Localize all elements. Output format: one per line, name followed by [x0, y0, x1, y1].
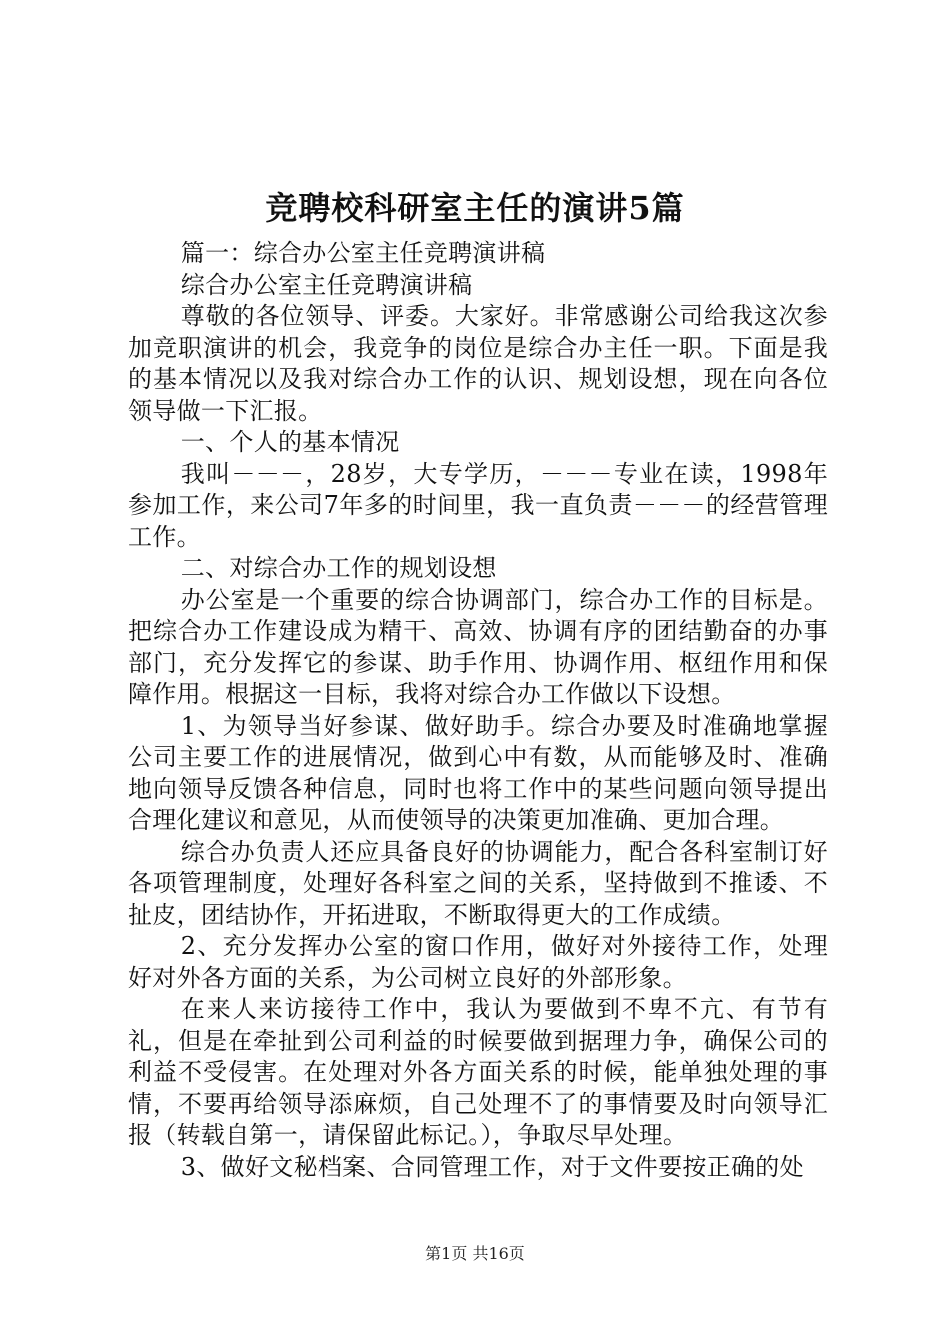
body-paragraph: 尊敬的各位领导、评委。大家好。非常感谢公司给我这次参加竞职演讲的机会，我竞争的岗位是综合办主任一职。下面是我的基本情况以及我对综合办工作的认识、规划设想，现在向各位领导做一下汇报。 [128, 302, 828, 425]
body-paragraph: 办公室是一个重要的综合协调部门，综合办工作的目标是。把综合办工作建设成为精干、高效、协调有序的团结勤奋的办事部门，充分发挥它的参谋、助手作用、协调作用、枢纽作用和保障作用。根据这一目标，我将对综合办工作做以下设想。 [128, 585, 828, 708]
body-paragraph: 综合办负责人还应具备良好的协调能力，配合各科室制订好各项管理制度，处理好各科室之间的关系，坚持做到不推诿、不扯皮，团结协作，开拓进取，不断取得更大的工作成绩。 [128, 837, 828, 929]
page-footer: 第1页 共16页 [425, 1244, 525, 1263]
section-heading: 一、个人的基本情况 [180, 428, 400, 456]
section-heading: 二、对综合办工作的规划设想 [180, 554, 497, 582]
section-heading: 篇一：综合办公室主任竞聘演讲稿 [180, 239, 546, 267]
document-body [128, 238, 828, 1183]
body-paragraph: 2、充分发挥办公室的窗口作用，做好对外接待工作，处理好对外各方面的关系，为公司树立良好的外部形象。 [128, 932, 828, 992]
body-paragraph: 我叫－－－，28岁，大专学历，－－－专业在读，1998年参加工作，来公司7年多的时间里，我一直负责－－－的经营管理工作。 [128, 459, 828, 551]
subheading: 综合办公室主任竞聘演讲稿 [180, 270, 473, 299]
body-paragraph: 3、做好文秘档案、合同管理工作，对于文件要按正确的处 [180, 1152, 804, 1181]
body-paragraph: 1、为领导当好参谋、做好助手。综合办要及时准确地掌握公司主要工作的进展情况，做到心中有数，从而能够及时、准确地向领导反馈各种信息，同时也将工作中的某些问题向领导提出合理化建议和意见，从而使领导的决策更加准确、更加合理。 [128, 711, 828, 834]
document-title: 竞聘校科研室主任的演讲5篇 [265, 189, 685, 227]
body-paragraph: 在来人来访接待工作中，我认为要做到不卑不亢、有节有礼，但是在牵扯到公司利益的时候要做到据理力争，确保公司的利益不受侵害。在处理对外各方面关系的时候，能单独处理的事情，不要再给领导添麻烦，自己处理不了的事情要及时向领导汇报（转载自第一，请保留此标记。），争取尽早处理。 [128, 995, 828, 1149]
